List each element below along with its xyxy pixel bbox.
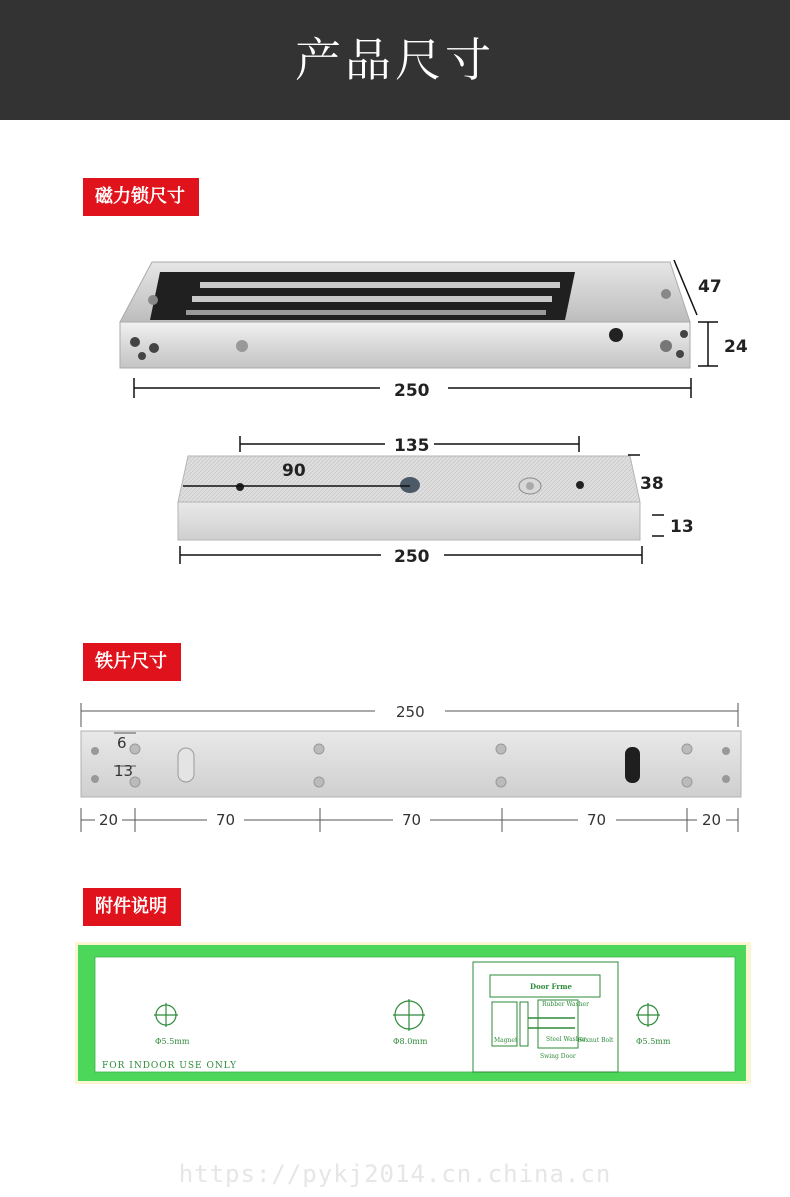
bracket-length-label: 250	[394, 547, 430, 567]
lock-height-label: 47	[698, 277, 722, 297]
bracket-thickness-label: 13	[670, 517, 694, 537]
plate-edge-right-label: 20	[702, 811, 722, 829]
plate-hole-gap-label: 13	[114, 762, 134, 780]
section-tag-accessory: 附件说明	[83, 888, 181, 926]
diagram-sexnut-bolt-label: Sexnut Bolt	[578, 1037, 614, 1044]
bracket-width-label: 38	[640, 474, 664, 494]
watermark-text: https://pykj2014.cn.china.cn	[178, 1160, 612, 1188]
plate-hole-y-label: 6	[117, 734, 127, 752]
section-tag-plate: 铁片尺寸	[83, 643, 181, 681]
diagram-rubber-washer-label: Rubber Washer	[542, 1001, 589, 1008]
diagram-swing-door-label: Swing Door	[540, 1053, 576, 1060]
plate-edge-left-label: 20	[99, 811, 119, 829]
diagram-steel-washer-label: Steel Washer	[546, 1036, 587, 1043]
plate-span2-label: 70	[402, 811, 422, 829]
page-title: 产品尺寸	[295, 33, 495, 87]
lock-length-label: 250	[394, 381, 430, 401]
bracket-hole-span-label: 135	[394, 436, 430, 456]
template-notice: FOR INDOOR USE ONLY	[102, 1061, 238, 1071]
diagram-magnet-label: Magnet	[494, 1037, 518, 1044]
plate-span1-label: 70	[216, 811, 236, 829]
armature-plate-image	[81, 731, 741, 797]
template-right-hole-label: Φ5.5mm	[636, 1037, 671, 1046]
mounting-bracket-image	[178, 456, 640, 540]
lock-depth-label: 24	[724, 337, 748, 357]
template-center-hole-label: Φ8.0mm	[393, 1037, 428, 1046]
plate-span3-label: 70	[587, 811, 607, 829]
template-left-hole-label: Φ5.5mm	[155, 1037, 190, 1046]
magnetic-lock-image	[120, 262, 690, 368]
plate-length-label: 250	[396, 703, 425, 721]
diagram-door-frame-label: Door Frme	[530, 982, 572, 991]
bracket-offset-label: 90	[282, 461, 306, 481]
section-tag-lock: 磁力锁尺寸	[83, 178, 199, 216]
